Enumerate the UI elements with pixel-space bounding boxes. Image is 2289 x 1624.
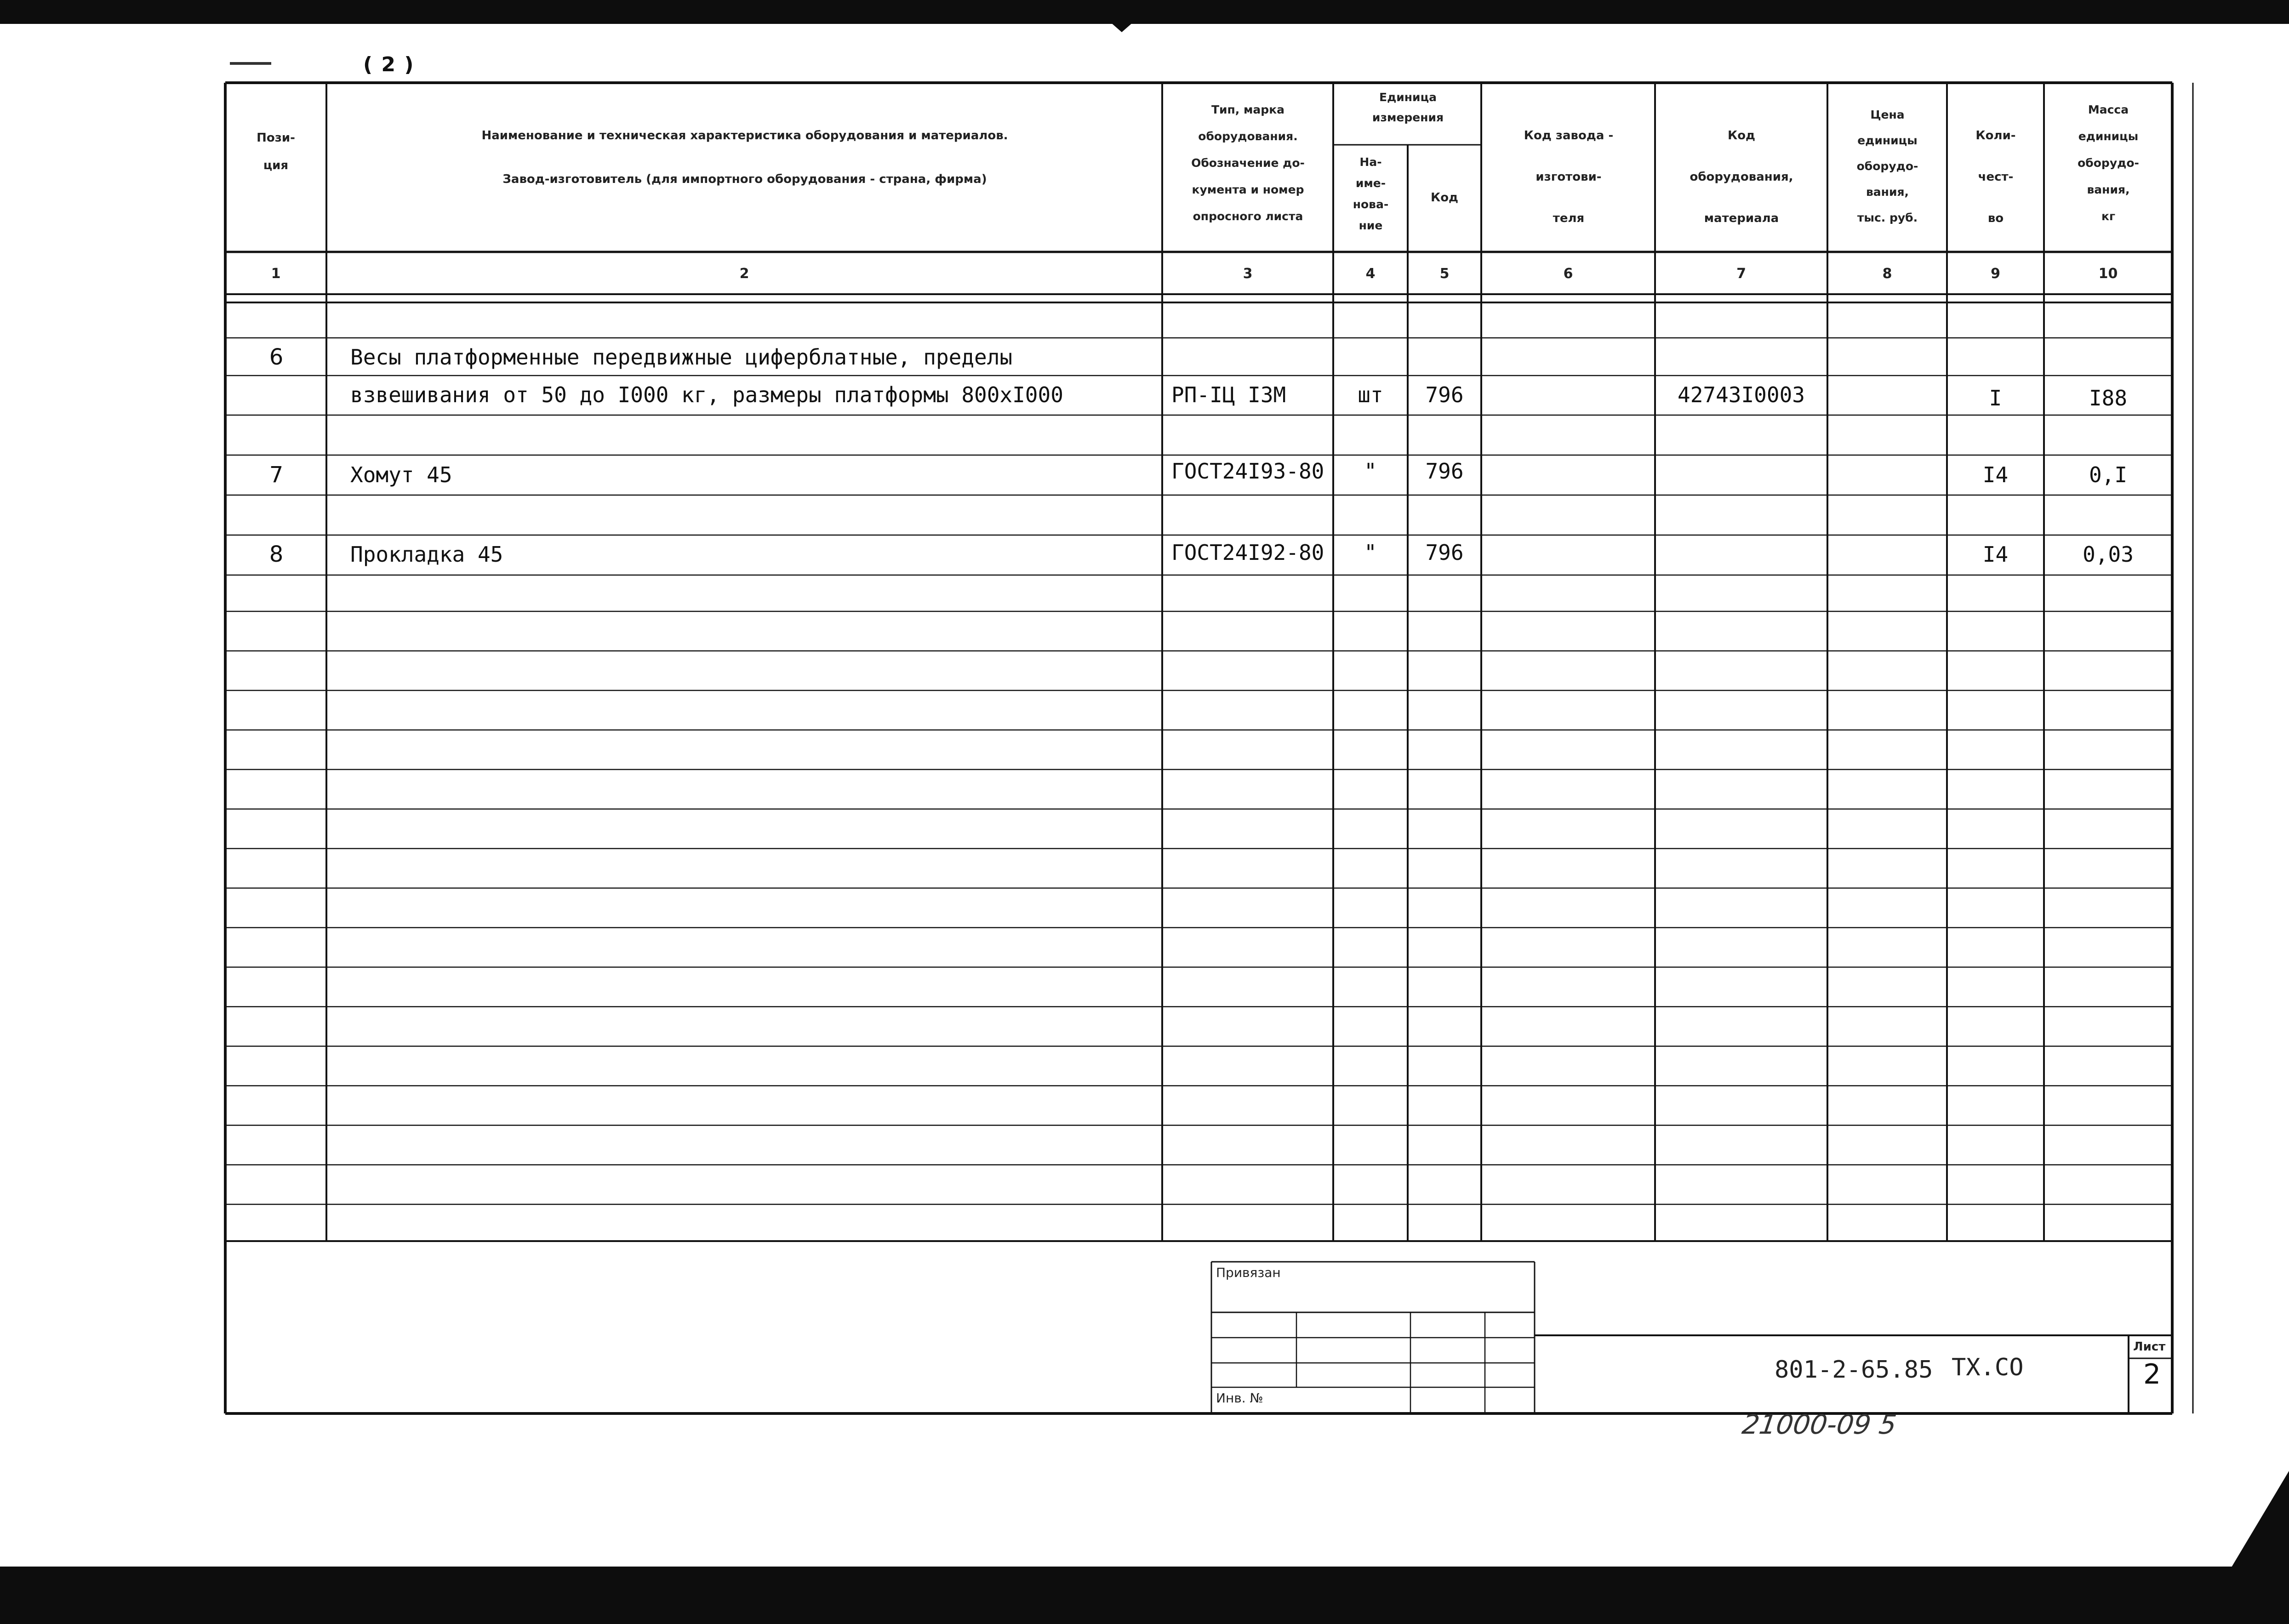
header-unit-name: На- име- нова- ние xyxy=(1353,155,1389,232)
row-name: Хомут 45 xyxy=(350,462,452,487)
row-unit-name: " xyxy=(1364,540,1377,565)
column-number: 6 xyxy=(1563,266,1573,282)
column-number: 8 xyxy=(1882,266,1892,282)
column-number: 4 xyxy=(1365,266,1376,282)
row-quantity: I4 xyxy=(1982,542,2009,567)
sheet-number: 2 xyxy=(2143,1358,2161,1390)
header-unit-group: Единица измерения xyxy=(1372,91,1444,124)
row-name: Весы платформенные передвижные циферблатные, пределы xyxy=(350,345,1013,370)
row-mass: I88 xyxy=(2089,386,2128,410)
row-equipment-code: 42743I0003 xyxy=(1678,382,1805,407)
scan-mark xyxy=(230,62,271,65)
row-quantity: I xyxy=(1989,386,2002,410)
header-quantity: Коли- чест- во xyxy=(1975,129,2016,225)
row-quantity: I4 xyxy=(1982,462,2009,487)
header-maker-code: Код завода - изготови- теля xyxy=(1524,129,1614,225)
row-name: Прокладка 45 xyxy=(350,542,503,567)
document-code: 801-2-65.85 xyxy=(1775,1356,1933,1384)
column-number: 2 xyxy=(739,266,749,282)
header-type: Тип, марка оборудования. Обозначение до- кумента и номер опросного листа xyxy=(1191,103,1305,223)
row-unit-name: " xyxy=(1364,459,1377,484)
column-number: 1 xyxy=(271,266,281,282)
row-unit-name: шт xyxy=(1358,382,1383,407)
sheet-label: Лист xyxy=(2133,1340,2166,1354)
header-name-line1: Наименование и техническая характеристика оборудования и материалов. xyxy=(481,129,1008,142)
stamp-bound-label: Привязан xyxy=(1216,1265,1281,1280)
stamp-inventory-label: Инв. № xyxy=(1216,1390,1263,1406)
header-position: Пози- ция xyxy=(257,131,295,172)
header-name-line2: Завод-изготовитель (для импортного оборудования - страна, фирма) xyxy=(502,172,987,186)
row-mass: 0,I xyxy=(2089,462,2128,487)
row-type: ГОСТ24I92-80 xyxy=(1171,540,1324,565)
row-type: ГОСТ24I93-80 xyxy=(1171,459,1324,484)
column-number: 7 xyxy=(1736,266,1746,282)
page-head: ( 2 ) xyxy=(363,53,415,76)
header-equipment-code: Код оборудования, материала xyxy=(1690,129,1793,225)
scan-border-bottom xyxy=(0,1567,2289,1624)
scan-corner xyxy=(2198,1471,2289,1624)
header-unit-code: Код xyxy=(1430,191,1459,205)
row-position: 6 xyxy=(269,344,284,370)
row-type: РП-IЦ I3М xyxy=(1171,382,1286,407)
row-position: 8 xyxy=(269,541,284,567)
column-number: 9 xyxy=(1991,266,2000,282)
column-number: 5 xyxy=(1439,266,1450,282)
handwritten-number: 21000-09 5 xyxy=(1740,1409,1899,1440)
header-mass: Масса единицы оборудо- вания, кг xyxy=(2078,103,2139,223)
row-unit-code: 796 xyxy=(1425,382,1464,407)
row-unit-code: 796 xyxy=(1425,459,1464,484)
row-name: взвешивания от 50 до I000 кг, размеры платформы 800хI000 xyxy=(350,382,1063,407)
column-number: 3 xyxy=(1243,266,1253,282)
column-number: 10 xyxy=(2098,266,2118,282)
header-price: Цена единицы оборудо- вания, тыс. руб. xyxy=(1856,108,1918,224)
row-unit-code: 796 xyxy=(1425,540,1464,565)
row-position: 7 xyxy=(269,462,284,488)
row-mass: 0,03 xyxy=(2083,542,2134,567)
document-suffix: ТХ.СО xyxy=(1952,1354,2024,1381)
